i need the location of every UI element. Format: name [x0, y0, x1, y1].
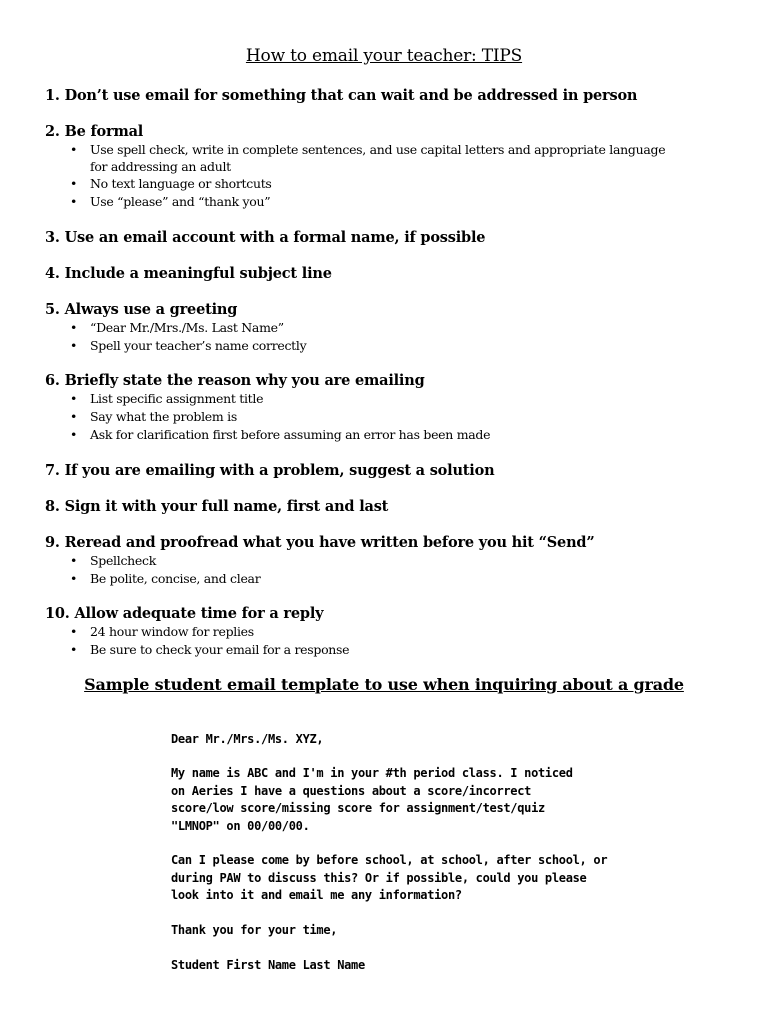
- bullet-icon: •: [70, 320, 78, 335]
- tip-heading: 6. Briefly state the reason why you are emailing: [45, 372, 425, 389]
- bullet-text: Ask for clarification first before assuming an error has been made: [90, 427, 491, 442]
- bullet-icon: •: [70, 391, 78, 406]
- bullet-text: No text language or shortcuts: [90, 176, 272, 191]
- bullet-text: Use “please” and “thank you”: [90, 194, 271, 209]
- template-line: My name is ABC and I'm in your #th period class. I noticed: [171, 766, 573, 780]
- bullet-icon: •: [70, 571, 78, 586]
- tip-heading: 8. Sign it with your full name, first and last: [45, 498, 389, 515]
- template-signature: Student First Name Last Name: [171, 958, 365, 972]
- template-line: look into it and email me any information?: [171, 888, 462, 902]
- bullet-text: Be polite, concise, and clear: [90, 571, 261, 586]
- tip-heading: 5. Always use a greeting: [45, 301, 238, 318]
- bullet-icon: •: [70, 624, 78, 639]
- bullet-icon: •: [70, 338, 78, 353]
- page-title: How to email your teacher: TIPS: [245, 46, 523, 66]
- template-line: "LMNOP" on 00/00/00.: [171, 818, 310, 833]
- bullet-icon: •: [70, 142, 78, 157]
- template-line: score/low score/missing score for assignment/test/quiz: [171, 801, 545, 815]
- tip-heading: 3. Use an email account with a formal name, if possible: [45, 229, 486, 246]
- template-closing: Thank you for your time,: [171, 923, 338, 937]
- tip-heading: 9. Reread and proofread what you have written before you hit “Send”: [45, 534, 595, 551]
- tip-heading: 1. Don’t use email for something that can wait and be addressed in person: [45, 87, 638, 104]
- bullet-text: Spell your teacher’s name correctly: [90, 338, 307, 353]
- tip-heading: 4. Include a meaningful subject line: [45, 265, 332, 282]
- template-line: Can I please come by before school, at school, after school, or: [171, 853, 608, 867]
- bullet-icon: •: [70, 409, 78, 424]
- template-line: during PAW to discuss this? Or if possible, could you please: [171, 870, 587, 885]
- bullet-text: 24 hour window for replies: [90, 624, 254, 639]
- tip-heading: 7. If you are emailing with a problem, suggest a solution: [45, 462, 495, 479]
- bullet-icon: •: [70, 194, 78, 209]
- bullet-icon: •: [70, 427, 78, 442]
- bullet-text: List specific assignment title: [90, 391, 264, 406]
- tip-heading: 2. Be formal: [45, 123, 144, 140]
- bullet-text: Say what the problem is: [90, 409, 237, 424]
- bullet-text: Use spell check, write in complete sentences, and use capital letters and appropriate language for addressing an adult: [90, 142, 666, 174]
- bullet-text: Spellcheck: [90, 553, 156, 568]
- bullet-text: Be sure to check your email for a response: [90, 642, 350, 657]
- bullet-icon: •: [70, 176, 78, 191]
- tip-heading: 10. Allow adequate time for a reply: [45, 605, 324, 622]
- template-line: on Aeries I have a questions about a score/incorrect: [171, 783, 532, 798]
- bullet-text: “Dear Mr./Mrs./Ms. Last Name”: [90, 320, 284, 335]
- sample-heading: Sample student email template to use when inquiring about a grade: [84, 675, 684, 694]
- bullet-icon: •: [70, 642, 78, 657]
- template-greeting: Dear Mr./Mrs./Ms. XYZ,: [171, 732, 324, 746]
- bullet-icon: •: [70, 553, 78, 568]
